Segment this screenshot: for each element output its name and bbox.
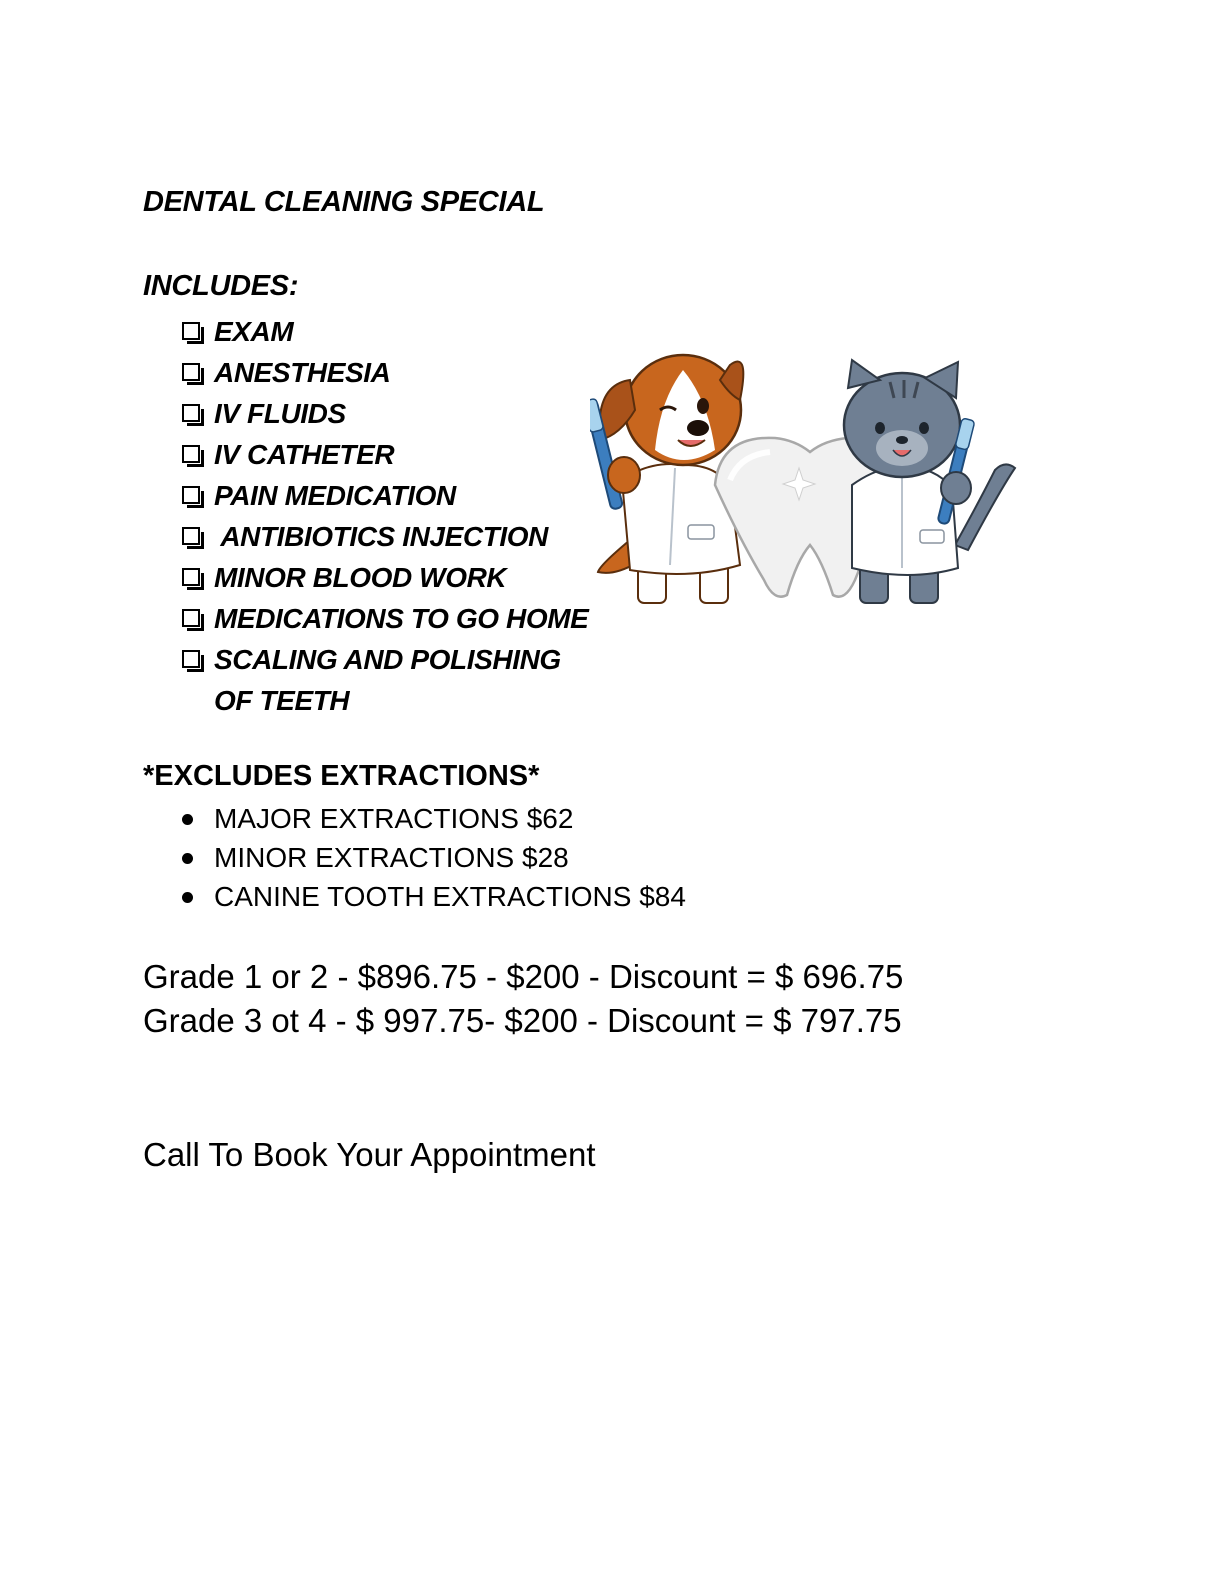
list-item: EXAM — [180, 311, 600, 352]
list-item: MAJOR EXTRACTIONS $62 — [180, 799, 686, 838]
checkbox-icon — [182, 486, 200, 504]
cat-icon — [844, 360, 1015, 603]
bullet-icon — [182, 814, 193, 825]
list-item: MEDICATIONS TO GO HOME — [180, 598, 600, 639]
price-line-grade-1-2: Grade 1 or 2 - $896.75 - $200 - Discount = $ 696.75 — [143, 958, 904, 995]
list-item: ANESTHESIA — [180, 352, 600, 393]
checkbox-icon — [182, 322, 200, 340]
excludes-heading: *EXCLUDES EXTRACTIONS* — [143, 760, 540, 792]
checkbox-icon — [182, 445, 200, 463]
checkbox-icon — [182, 527, 200, 545]
call-to-action: Call To Book Your Appointment — [143, 1136, 596, 1173]
list-item: PAIN MEDICATION — [180, 475, 600, 516]
price-line-grade-3-4: Grade 3 ot 4 - $ 997.75- $200 - Discount = $ 797.75 — [143, 1002, 902, 1039]
excludes-list — [180, 799, 686, 916]
checkbox-icon — [182, 650, 200, 668]
checkbox-icon — [182, 404, 200, 422]
checkbox-icon — [182, 363, 200, 381]
bullet-icon — [182, 853, 193, 864]
includes-heading: INCLUDES: — [143, 270, 299, 302]
list-item: SCALING AND POLISHING OF TEETH — [180, 639, 600, 721]
checkbox-icon — [182, 609, 200, 627]
list-item: ANTIBIOTICS INJECTION — [180, 516, 600, 557]
list-item: MINOR BLOOD WORK — [180, 557, 600, 598]
bullet-icon — [182, 892, 193, 903]
list-item: IV FLUIDS — [180, 393, 600, 434]
list-item: IV CATHETER — [180, 434, 600, 475]
page-title: DENTAL CLEANING SPECIAL — [143, 186, 545, 218]
checkbox-icon — [182, 568, 200, 586]
list-item: MINOR EXTRACTIONS $28 — [180, 838, 686, 877]
includes-list — [180, 311, 600, 721]
dog-tooth-cat-illustration — [590, 340, 1030, 615]
list-item: CANINE TOOTH EXTRACTIONS $84 — [180, 877, 686, 916]
